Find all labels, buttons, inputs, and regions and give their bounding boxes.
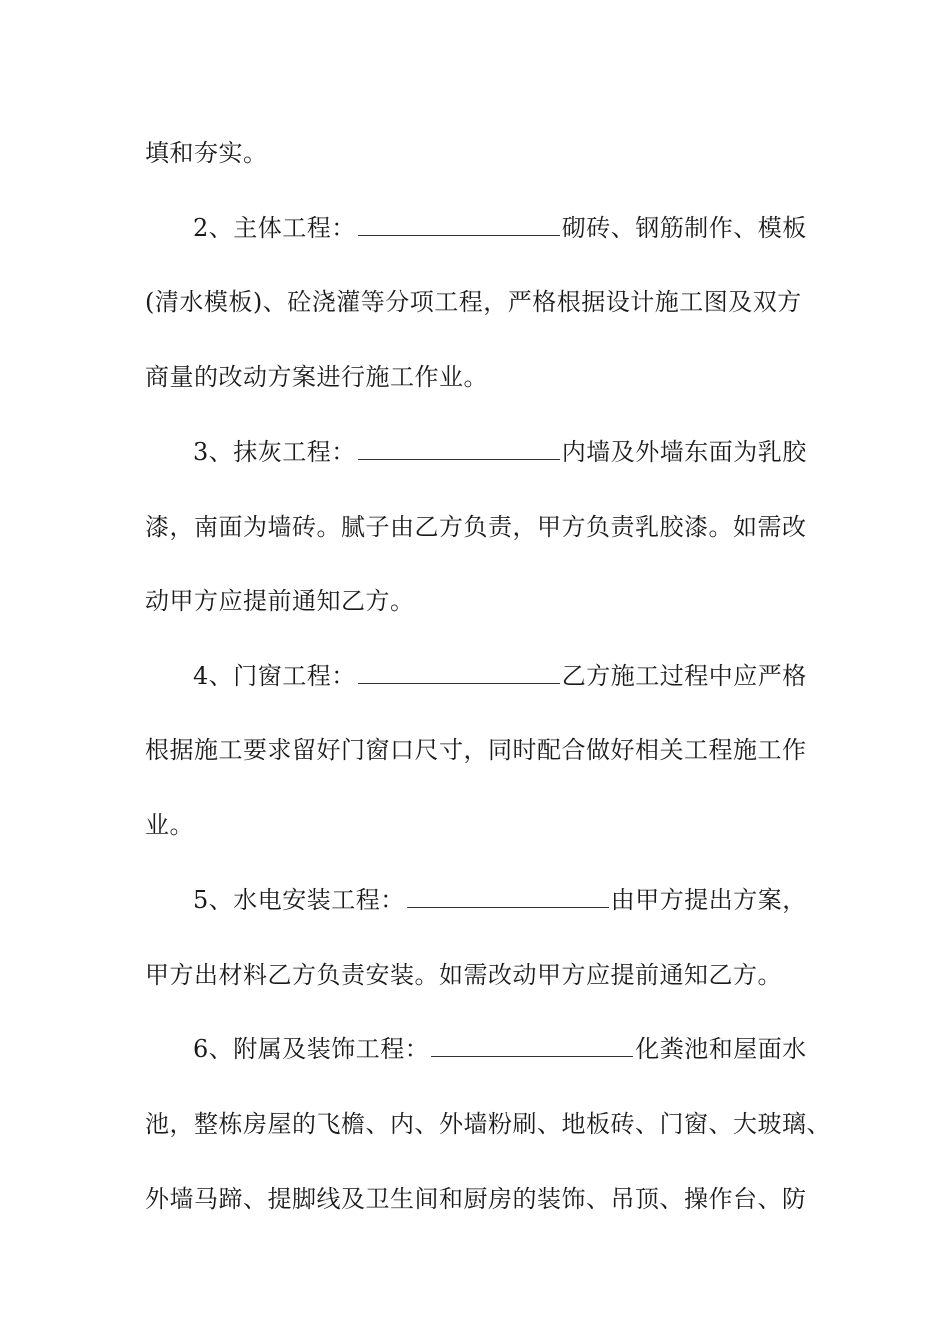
- clause-2-text: 砌砖、钢筋制作、模板: [561, 214, 807, 242]
- clause-4-line: [193, 661, 807, 691]
- clause-5-blank: [407, 885, 609, 908]
- clause-5-text: 由甲方提出方案，: [610, 886, 807, 914]
- text-line: 池，整栋房屋的飞檐、内、外墙粉刷、地板砖、门窗、大玻璃、: [145, 1110, 831, 1138]
- clause-4-text: 乙方施工过程中应严格: [561, 662, 807, 690]
- text-line: 业。: [145, 811, 194, 839]
- clause-3-heading: 3、抹灰工程：: [193, 438, 356, 466]
- text-line: 漆，南面为墙砖。腻子由乙方负责，甲方负责乳胶漆。如需改: [145, 513, 807, 541]
- clause-2-heading: 2、主体工程：: [193, 214, 356, 242]
- clause-6-heading: 6、附属及装饰工程：: [193, 1035, 430, 1063]
- text-line: 外墙马蹄、提脚线及卫生间和厨房的装饰、吊顶、操作台、防: [145, 1185, 807, 1213]
- text-line: (清水模板)、砼浇灌等分项工程，严格根据设计施工图及双方: [145, 288, 802, 316]
- clause-5-heading: 5、水电安装工程：: [193, 886, 405, 914]
- clause-2-blank: [358, 213, 560, 236]
- clause-6-blank: [431, 1034, 633, 1057]
- text-line: 根据施工要求留好门窗口尺寸，同时配合做好相关工程施工作: [145, 736, 807, 764]
- clause-4-blank: [358, 661, 560, 684]
- clause-5-line: [193, 885, 807, 915]
- clause-3-text: 内墙及外墙东面为乳胶: [561, 438, 807, 466]
- text-line: 动甲方应提前通知乙方。: [145, 587, 415, 615]
- clause-3-blank: [358, 437, 560, 460]
- text-line: 商量的改动方案进行施工作业。: [145, 363, 488, 391]
- clause-6-line: [193, 1034, 807, 1064]
- clause-4-heading: 4、门窗工程：: [193, 662, 356, 690]
- clause-3-line: [193, 437, 807, 467]
- clause-2-line: [193, 213, 807, 243]
- clause-6-text: 化粪池和屋面水: [635, 1035, 807, 1063]
- text-line: 填和夯实。: [145, 139, 268, 167]
- text-line: 甲方出材料乙方负责安装。如需改动甲方应提前通知乙方。: [145, 961, 782, 989]
